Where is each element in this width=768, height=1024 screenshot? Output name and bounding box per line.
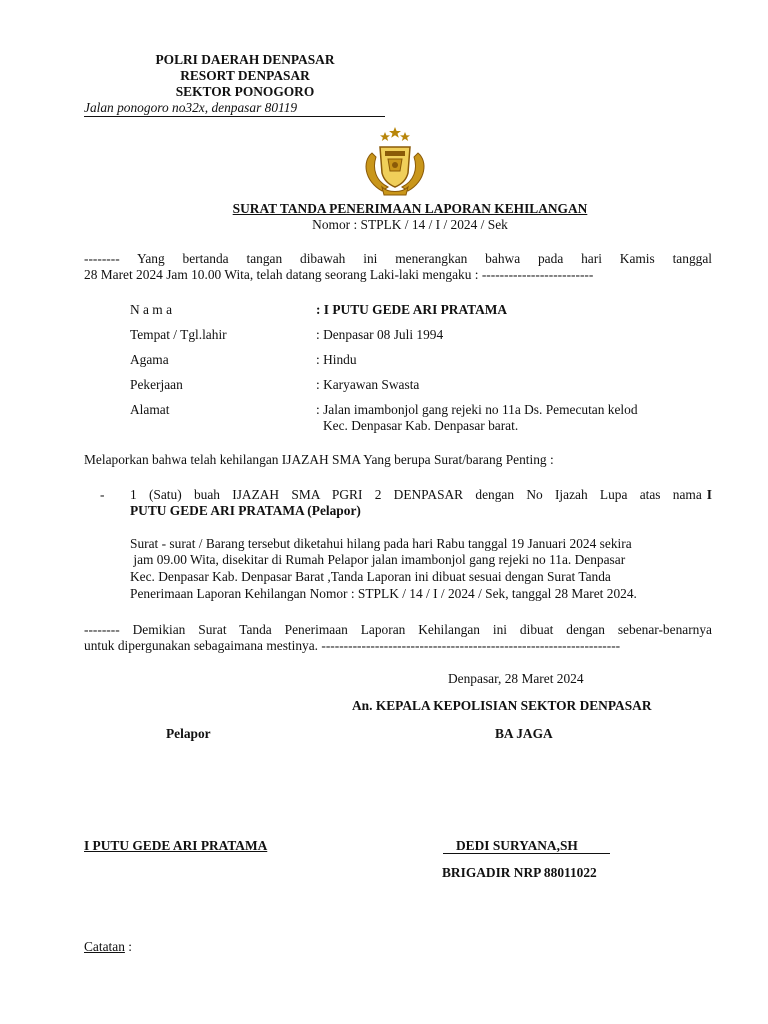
intro-line-2: 28 Maret 2024 Jam 10.00 Wita, telah datang seorang Laki-laki mengaku : -------------------------: [84, 267, 594, 282]
field-value-nama: : I PUTU GEDE ARI PRATAMA: [316, 302, 508, 317]
header-address: Jalan ponogoro no32x, denpasar 80119: [84, 100, 298, 115]
detail-line-3: Kec. Denpasar Kab. Denpasar Barat ,Tanda Laporan ini dibuat sesuai dengan Surat Tanda: [130, 569, 611, 584]
note-label: Catatan: [84, 939, 125, 954]
field-value-pekerjaan: : Karyawan Swasta: [316, 377, 420, 392]
header-line-2: RESORT DENPASAR: [180, 68, 310, 83]
reporter-label: Pelapor: [166, 726, 211, 741]
detail-line-4: Penerimaan Laporan Kehilangan Nomor : STPLK / 14 / I / 2024 / Sek, tanggal 28 Maret 2024.: [130, 586, 637, 601]
officer-name: DEDI SURYANA,SH: [456, 838, 578, 853]
report-statement: Melaporkan bahwa telah kehilangan IJAZAH SMA Yang berupa Surat/barang Penting :: [84, 452, 554, 467]
polri-emblem-icon: [358, 125, 432, 197]
field-label-alamat: Alamat: [130, 402, 170, 417]
document-number: Nomor : STPLK / 14 / I / 2024 / Sek: [312, 217, 508, 232]
document-title: SURAT TANDA PENERIMAAN LAPORAN KEHILANGAN: [232, 201, 588, 216]
intro-line-1: -------- Yang bertanda tangan dibawah ini menerangkan bahwa pada hari Kamis tanggal: [84, 251, 712, 266]
item-text-bold: I: [706, 487, 712, 502]
field-value-alamat: : Jalan imambonjol gang rejeki no 11a Ds. Pemecutan kelod: [316, 402, 638, 417]
item-text: 1 (Satu) buah IJAZAH SMA PGRI 2 DENPASAR dengan No Ijazah Lupa atas nama: [130, 487, 702, 502]
signature-authority: An. KEPALA KEPOLISIAN SEKTOR DENPASAR: [352, 698, 652, 713]
detail-line-2: jam 09.00 Wita, disekitar di Rumah Pelapor jalan imambonjol gang rejeki no 11a. Denpasar: [130, 552, 626, 567]
field-value-agama: : Hindu: [316, 352, 357, 367]
header-line-1: POLRI DAERAH DENPASAR: [155, 52, 335, 67]
officer-name-underline: [443, 853, 610, 854]
closing-line-1: -------- Demikian Surat Tanda Penerimaan Laporan Kehilangan ini dibuat dengan sebenar-benarnya: [84, 622, 712, 637]
field-value-alamat-2: Kec. Denpasar Kab. Denpasar barat.: [323, 418, 519, 433]
reporter-name: I PUTU GEDE ARI PRATAMA: [84, 838, 268, 853]
signature-place-date: Denpasar, 28 Maret 2024: [448, 671, 584, 686]
field-label-nama: N a m a: [130, 302, 173, 317]
item-bullet: -: [100, 487, 105, 502]
field-label-pekerjaan: Pekerjaan: [130, 377, 183, 392]
note: Catatan :: [84, 939, 132, 954]
officer-label: BA JAGA: [495, 726, 553, 741]
item-line-2: PUTU GEDE ARI PRATAMA (Pelapor): [130, 503, 361, 518]
item-line-1: [130, 487, 712, 503]
field-label-agama: Agama: [130, 352, 169, 367]
header-line-3: SEKTOR PONOGORO: [175, 84, 315, 99]
closing-line-2: untuk dipergunakan sebagaimana mestinya. -------------------------------------------------------------------: [84, 638, 621, 653]
field-value-ttl: : Denpasar 08 Juli 1994: [316, 327, 444, 342]
detail-line-1: Surat - surat / Barang tersebut diketahui hilang pada hari Rabu tanggal 19 Januari 2024 sekira: [130, 536, 632, 551]
field-label-ttl: Tempat / Tgl.lahir: [130, 327, 227, 342]
officer-rank: BRIGADIR NRP 88011022: [442, 865, 597, 880]
header-underline: [84, 116, 385, 117]
